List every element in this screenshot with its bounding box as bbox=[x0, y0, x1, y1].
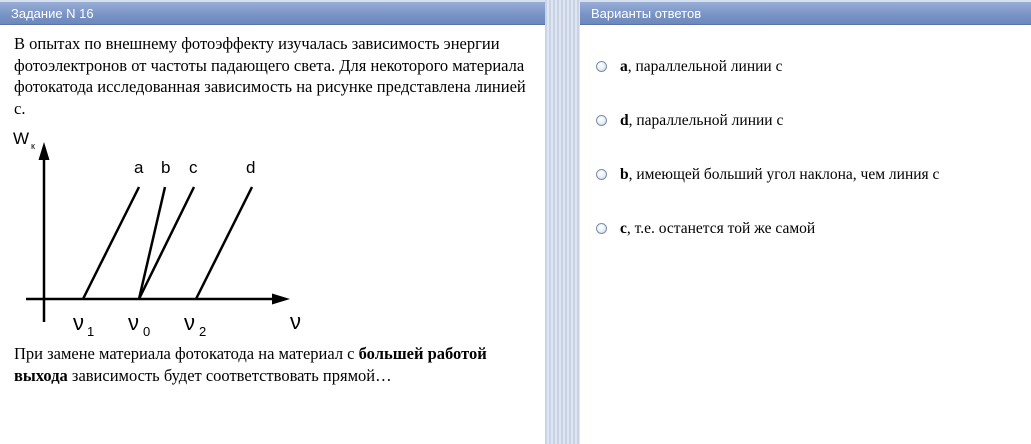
radio-button[interactable] bbox=[596, 169, 607, 180]
tick-label-nu0-sub: 0 bbox=[143, 324, 151, 339]
line-a bbox=[83, 187, 139, 299]
answer-option-a[interactable] bbox=[596, 58, 1031, 76]
x-axis-label: ν bbox=[290, 309, 301, 334]
tick-label-nu2: ν bbox=[184, 310, 195, 335]
y-axis-label-sub: к bbox=[31, 141, 35, 151]
line-label-c: c bbox=[189, 158, 198, 177]
line-label-b: b bbox=[161, 158, 171, 177]
x-axis-arrow bbox=[272, 294, 290, 305]
panel-divider bbox=[545, 0, 580, 444]
answer-option-text: , имеющей больший угол наклона, чем линия с bbox=[628, 166, 940, 183]
answer-option-text: , т.е. останется той же самой bbox=[626, 220, 816, 237]
tick-label-nu1: ν bbox=[73, 310, 84, 335]
answer-option-c[interactable] bbox=[596, 220, 1031, 238]
question-tail-part2: зависимость будет соответствовать прямой… bbox=[67, 365, 392, 385]
answer-option-letter: d bbox=[620, 112, 629, 129]
line-label-a: a bbox=[134, 158, 144, 177]
answer-option-text: , параллельной линии с bbox=[628, 112, 784, 129]
question-tail-part1: При замене материала фотокатода на материал с bbox=[14, 344, 359, 363]
tick-label-nu0: ν bbox=[128, 310, 139, 335]
y-axis-label: W bbox=[13, 129, 30, 148]
question-panel-header: Задание N 16 bbox=[0, 2, 545, 25]
line-c bbox=[139, 187, 194, 299]
radio-button[interactable] bbox=[596, 115, 607, 126]
line-b bbox=[139, 187, 165, 299]
answers-panel-header: Варианты ответов bbox=[580, 2, 1031, 25]
answer-option-letter: c bbox=[620, 220, 627, 237]
line-d bbox=[196, 187, 252, 299]
tick-label-nu2-sub: 2 bbox=[199, 324, 207, 339]
answer-option-letter: b bbox=[620, 166, 629, 183]
radio-button[interactable] bbox=[596, 61, 607, 72]
answer-option-d[interactable] bbox=[596, 112, 1031, 130]
question-tail-text bbox=[14, 343, 534, 386]
y-axis-arrow bbox=[39, 142, 50, 160]
photoeffect-graph bbox=[0, 120, 330, 345]
answer-option-b[interactable] bbox=[596, 166, 1031, 184]
tick-label-nu1-sub: 1 bbox=[87, 324, 95, 339]
line-label-d: d bbox=[246, 158, 256, 177]
question-intro-text: В опытах по внешнему фотоэффекту изучалась зависимость энергии фотоэлектронов от частоты падающего света. Для некоторого материала фотокатода исследованная зависимость на рисунке представлена линией с. bbox=[14, 34, 526, 118]
answer-option-letter: a bbox=[620, 58, 628, 75]
question-tail-bold: большей работой выхода bbox=[14, 344, 487, 385]
answer-option-text: , параллельной линии с bbox=[627, 58, 783, 75]
radio-button[interactable] bbox=[596, 223, 607, 234]
